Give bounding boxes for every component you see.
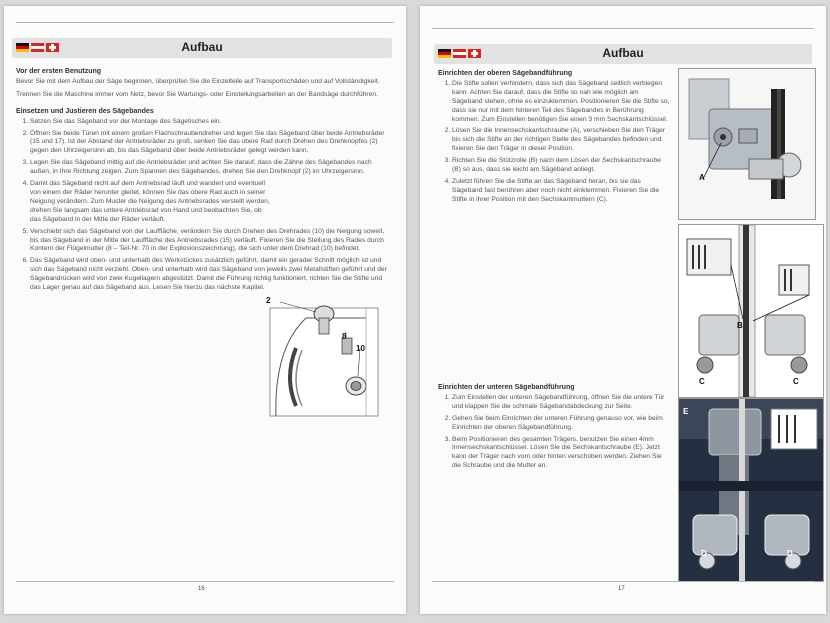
photo-label: D <box>701 549 707 558</box>
lower-guide-photo <box>678 398 824 582</box>
upper-guide-section <box>438 70 670 211</box>
photo-label: B <box>737 321 743 330</box>
list-item: 3. Richten Sie die Stützrolle (B) nach dem Lösen der Sechskantschraube (B) so aus, dass sie leicht am Sägeband anliegt. <box>452 157 670 175</box>
photo-label: C <box>793 377 799 386</box>
figure-label: 10 <box>356 344 365 353</box>
paragraph: Trennen Sie die Maschine immer vom Netz, bevor Sie Wartungs- oder Einstellungsarbeiten an der Bandsäge durchführen. <box>16 90 378 98</box>
page-number: 16 <box>198 586 205 592</box>
left-page <box>4 6 406 614</box>
figure-label: 2 <box>266 296 271 305</box>
figure-label: 8 <box>342 332 347 341</box>
wheel-diagram-icon <box>266 288 384 420</box>
page-title: Aufbau <box>602 46 644 60</box>
list-item: 5. Verschiebt sich das Sägeband von der Laufﬂäche, verändern Sie durch Drehen des Drehrades (10) die Neigung soweit, bis das Sägeband in der Mitte der Laufﬂäche des Antriebsrades (15) verläuft. Fixieren Sie die Stellung des Rades durch Kontern der Flügelmutter (8 – Teil-Nr. 70 in der Explosionszeichnung), die sich unter dem Drehrad (10) befindet. <box>30 228 388 255</box>
title-bar <box>434 44 812 64</box>
top-rule <box>432 28 814 29</box>
section-heading: Vor der ersten Benutzung <box>16 68 102 75</box>
photo-label: C <box>699 377 705 386</box>
bandsaw-wheel-drawing <box>266 288 384 420</box>
list-item: 4. Zuletzt führen Sie die Stifte an das Sägeband heran, bis sie das Sägeband fast berühren aber noch nicht einklemmen. Fixieren Sie die Stifte in ihrer Position mit den Sechskantmuttern (C). <box>452 178 670 205</box>
guide-pins-photo <box>678 224 824 398</box>
upper-guide-photo <box>678 68 816 220</box>
guide-pins-image-icon <box>679 225 823 397</box>
left-content <box>16 68 388 299</box>
lower-guide-section <box>438 384 670 477</box>
right-page <box>420 6 826 614</box>
list-item: 2. Öffnen Sie beide Türen mit einem großen Flachschraubendreher und legen Sie das Sägeband über beide Antriebsräder (15 und 17). Ist der Abstand der Antriebsräder zu groß, senken Sie das obere Rad durch Drehen des Drehknopfes (2) gegen den Uhrzeigersinn ab, bis das Sägeband über beide Antriebsräder gelegt werden kann. <box>30 130 388 157</box>
upper-guide-image-icon <box>679 69 815 219</box>
steps-list <box>438 394 670 471</box>
list-item: 1. Zum Einstellen der unteren Sägebandführung, öffnen Sie die untere Tür und klappen Sie die schmale Sägebandabdeckung zur Seite. <box>452 394 670 412</box>
photo-label: A <box>699 173 705 182</box>
steps-list <box>438 80 670 205</box>
section-heading: Einrichten der oberen Sägebandführung <box>438 70 573 77</box>
steps-list <box>16 118 388 293</box>
top-rule <box>16 22 394 23</box>
photo-label: E <box>683 407 689 416</box>
list-item: 2. Gehen Sie beim Einrichten der unteren Führung genauso vor, wie beim Einrichten der oberen Sägebandführung. <box>452 415 670 433</box>
photo-label: D <box>787 549 793 558</box>
list-item: 1. Setzen Sie das Sägeband vor der Montage des Sägetisches ein. <box>30 118 388 127</box>
title-bar <box>12 38 392 58</box>
bottom-rule <box>16 581 394 582</box>
list-item: 6. Das Sägeband wird oben- und unterhalb des Werkstückes zusätzlich geführt, damit ein gerader Schnitt möglich ist und sich das Sägeband nicht verzieht. Oben- und unterhalb wird das Sägeband von jeweils zwei Metallstiften geführt und der Sägebandrücken wird von zwei Kugellagern abgestützt. Damit die Führung richtig funktioniert, richten Sie die Stifte und das Lager genau auf das Sägeband aus. Lesen Sie hierzu das nächste Kapitel. <box>30 257 388 293</box>
page-number: 17 <box>618 586 625 592</box>
list-item: 3. Beim Positionieren des gesamten Trägers, benutzen Sie einen 4mm Innensechskantschlüssel. Lösen Sie die Sechskantschraube (E). Jetzt kann der Träger nach vorn oder hinten verschoben werden. Ziehen Sie die Schraube und die Mutter an. <box>452 436 670 472</box>
page-title: Aufbau <box>181 40 223 54</box>
list-item: 3. Legen Sie das Sägeband mittig auf die Antriebsräder und achten Sie darauf, dass die Zähne des Sägebandes nach außen, in Ihre Richtung zeigen. Zum Spannen des Sägebandes, drehen Sie den Drehknopf (2) im Uhrzeigersinn. <box>30 159 388 177</box>
section-heading: Einsetzen und Justieren des Sägebandes <box>16 107 154 115</box>
paragraph: Bevor Sie mit dem Aufbau der Säge beginnen, überprüfen Sie die Einzelteile auf Transportschäden und auf Vollständigkeit. <box>16 77 380 85</box>
bottom-rule <box>432 581 814 582</box>
list-item: 4. Damit das Sägeband nicht auf dem Antriebsrad läuft und wandert und eventuell von einem der Räder herunter gleitet, können Sie das obere Rad auch in seiner Neigung verändern. Zum Muster die Neigung des Antriebsrades verstellt werden, drehen Sie langsam das untere Antriebsrad von Hand und beobachten Sie, ob das Sägeband in der Mitte der Räder verläuft. <box>30 180 274 225</box>
list-item: 2. Lösen Sie die Innensechskantschraube (A), verschieben Sie den Träger bis sich die Stifte an der richtigen Stelle des Sägebandes befinden und fixieren Sie den Träger in dieser Position. <box>452 127 670 154</box>
section-heading: Einrichten der unteren Sägebandführung <box>438 384 575 391</box>
list-item: 1. Die Stifte sollen verhindern, dass sich das Sägeband seitlich verbiegen kann. Achten Sie darauf, dass die Stifte so nah wie möglich am Sägeband stehen, ohne es einzuklemmen. Positionieren Sie die Stifte so, dass sie nur mit dem hinteren Teil des Sägebandes in Berührung kommen. Zum Einstellen benötigen Sie einen 3 mm Sechskantschlüssel. <box>452 80 670 125</box>
